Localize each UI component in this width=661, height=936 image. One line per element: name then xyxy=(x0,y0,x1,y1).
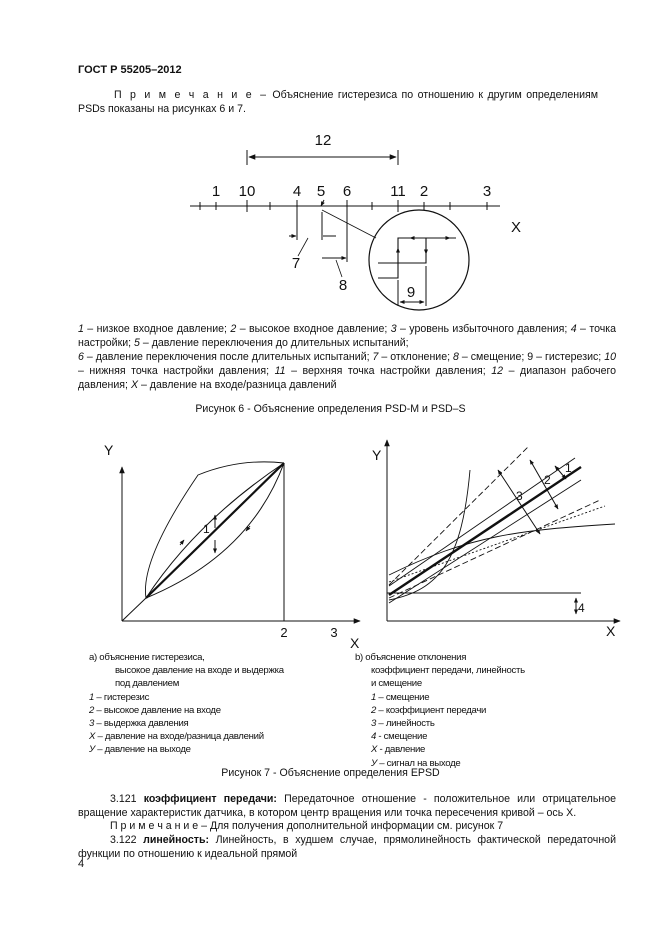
label-11: 11 xyxy=(390,183,406,200)
note-prefix: П р и м е ч а н и е – xyxy=(114,89,268,101)
fig7a-legend-line-2: под давлением xyxy=(115,678,180,690)
legend-num-7: 7 xyxy=(372,351,379,363)
legend-num-2: 2 xyxy=(230,323,237,335)
figure-6-caption: Рисунок 6 - Объяснение определения PSD-M и PSD–S xyxy=(195,403,466,415)
legend-num-8: 8 xyxy=(453,351,459,363)
fig7b-linearity-curve-upper xyxy=(389,470,470,600)
fig7a-curve-arrow-up xyxy=(180,540,184,545)
legend-text-3: – уровень избыточного давления; xyxy=(396,323,571,335)
legend-text-11: – верхняя точка настройки давления; xyxy=(285,365,492,377)
definition-3-122: 3.122 линейность: Линейность, в худшем случае, прямолинейность фактической передаточной функции по отношению к идеальной прямой xyxy=(78,834,616,860)
legend-text-x: – давление на входе/разница давлений xyxy=(138,379,337,391)
label-5: 5 xyxy=(316,183,326,200)
fig7b-legend-item: 4 - смещение xyxy=(371,731,428,743)
legend-text-2: – высокое входное давление; xyxy=(236,323,391,335)
fig7a-ideal-line xyxy=(146,463,284,598)
legend-text-4: – точка настройки; xyxy=(78,323,617,349)
fig7b-legend-item: X - давление xyxy=(371,744,426,756)
fig7b-legend-item: 1 – смещение xyxy=(371,691,430,703)
fig7a-label-1: 1 xyxy=(203,522,210,536)
fig7b-gain-shallow xyxy=(389,500,600,598)
fig7a-initial-segment xyxy=(122,598,146,621)
label-7: 7 xyxy=(291,255,301,272)
page-number: 4 xyxy=(78,858,85,870)
fig7b-ideal-line xyxy=(389,467,581,595)
label-12: 12 xyxy=(314,132,332,149)
fig7a-y-label: Y xyxy=(104,442,114,458)
legend-text-6: – давление переключения после длительных испытаний; xyxy=(83,351,373,363)
fig7a-x-label: X xyxy=(350,635,360,651)
label-2: 2 xyxy=(419,183,429,200)
deviation-7-leader xyxy=(298,238,308,256)
figure-6-legend xyxy=(78,322,616,392)
fig7b-linearity-curve-lower xyxy=(389,524,615,575)
hysteresis-loop-up xyxy=(378,238,456,278)
fig7a-legend-item: 1 – гистерезис xyxy=(89,691,150,703)
label-x-axis: X xyxy=(510,219,522,236)
legend-num-11: 11 xyxy=(274,365,286,377)
legend-text-1: – низкое входное давление; xyxy=(83,323,231,335)
figure-7-caption: Рисунок 7 - Объяснение определения EPSD xyxy=(221,767,440,779)
fig7a-legend-item: 2 – высокое давление на входе xyxy=(89,704,221,716)
fig7b-legend-line-1: коэффициент передачи, линейность xyxy=(371,665,525,677)
term-linearity: линейность: xyxy=(143,834,209,846)
fig7b-legend-item: У – сигнал на выходе xyxy=(371,757,461,769)
legend-text-12: – диапазон рабочего давления; xyxy=(78,365,616,391)
label-1: 1 xyxy=(211,183,221,200)
fig7b-label-2: 2 xyxy=(544,473,551,487)
label-3: 3 xyxy=(482,183,492,200)
legend-text-5: – давление переключения до длительных испытаний; xyxy=(139,337,409,349)
fig7a-legend-item: X – давление на входе/разница давлений xyxy=(89,731,264,743)
legend-num-3: 3 xyxy=(390,323,397,335)
definition-3-121: 3.121 коэффициент передачи: Передаточное отношение - положительное или отрицательное вращение характеристик датчика, в котором центр вращения или точка пересечения кривой – ось X. xyxy=(78,793,616,819)
label-10: 10 xyxy=(238,183,256,200)
fig7a-legend-line-1: высокое давление на входе и выдержка xyxy=(115,665,284,677)
fig7b-legend-line-2: и смещение xyxy=(371,678,422,690)
fig7a-tick-2: 2 xyxy=(280,625,288,640)
figure-7b-legend xyxy=(355,651,575,770)
legend-text-10: – нижняя точка настройки давления; xyxy=(78,365,275,377)
legend-num-10: 10 xyxy=(604,351,616,363)
shift-8-leader xyxy=(336,260,342,277)
note-3-121: П р и м е ч а н и е – Для получения дополнительной информации см. рисунок 7 xyxy=(110,820,504,832)
legend-text-8: – смещение; 9 – гистерезис; xyxy=(458,351,605,363)
fig7b-label-4: 4 xyxy=(578,601,585,615)
label-9: 9 xyxy=(406,284,416,301)
document-header: ГОСТ Р 55205–2012 xyxy=(78,64,182,76)
setpoint-5-marker xyxy=(321,200,324,206)
figure-7a-plot xyxy=(104,442,360,651)
legend-num-6: 6 xyxy=(78,351,84,363)
legend-text-7: – отклонение; xyxy=(378,351,454,363)
legend-num-4: 4 xyxy=(570,323,577,335)
figure-7a-legend xyxy=(89,651,339,757)
fig7b-legend-item: 3 – линейность xyxy=(371,718,435,730)
fig7b-gain-dotted xyxy=(389,506,605,582)
fig7a-legend-head: а) объяснение гистерезиса, xyxy=(89,652,205,663)
fig7b-legend-head: b) объяснение отклонения xyxy=(355,652,467,663)
fig7a-legend-item: У – давление на выходе xyxy=(89,744,191,756)
fig7b-label-3: 3 xyxy=(516,489,523,503)
term-gain: коэффициент передачи: xyxy=(143,793,277,805)
legend-num-12: 12 xyxy=(491,365,504,377)
label-4: 4 xyxy=(292,183,302,200)
zoom-leader xyxy=(322,210,376,238)
label-6: 6 xyxy=(342,183,352,200)
fig7b-y-label: Y xyxy=(372,447,382,463)
fig7a-curve-arrow-down xyxy=(246,526,250,531)
hysteresis-loop-down xyxy=(378,238,426,263)
zoom-circle xyxy=(369,210,469,310)
fig7a-legend-item: 3 – выдержка давления xyxy=(89,718,189,730)
fig7b-x-label: X xyxy=(606,623,616,639)
figure-7b-plot xyxy=(372,440,620,639)
legend-num-x: X xyxy=(130,379,139,391)
fig7b-label-1: 1 xyxy=(565,461,572,475)
legend-num-5: 5 xyxy=(134,337,140,349)
note-text: Объяснение гистерезиса по отношению к другим определениям PSDs показаны на рисунках 6 и 7. xyxy=(78,89,599,115)
fig7b-legend-item: 2 – коэффициент передачи xyxy=(371,704,487,716)
label-8: 8 xyxy=(338,277,348,294)
fig7a-tick-3: 3 xyxy=(330,625,338,640)
legend-num-1: 1 xyxy=(78,323,84,335)
